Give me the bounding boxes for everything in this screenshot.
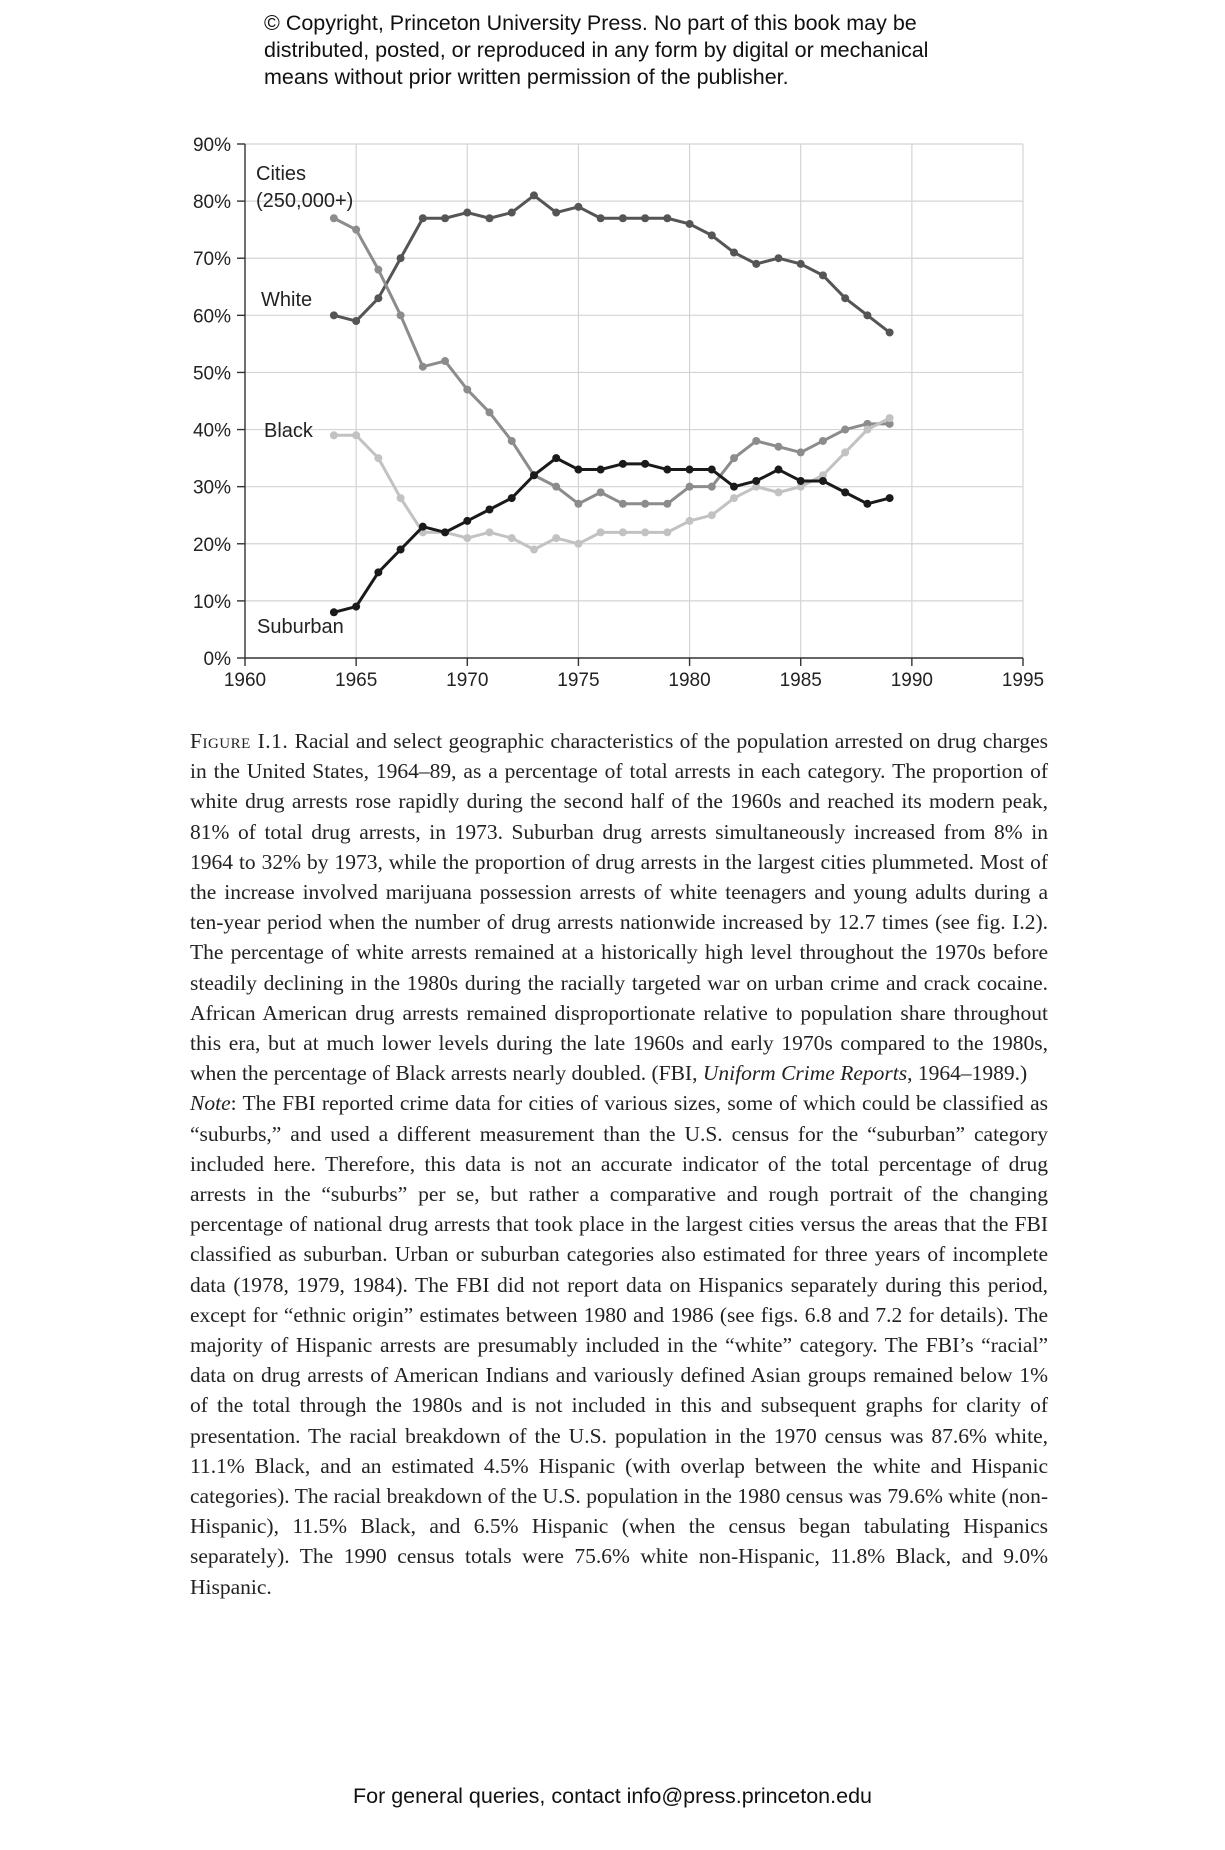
y-tick-label: 0%	[203, 649, 231, 670]
data-point-cities-250-000	[508, 437, 516, 445]
y-tick-label: 20%	[192, 534, 231, 556]
data-point-cities-250-000	[774, 443, 782, 451]
data-point-cities-250-000	[352, 226, 360, 234]
data-point-black	[708, 511, 716, 519]
data-point-white	[552, 209, 560, 217]
data-point-cities-250-000	[819, 437, 827, 445]
data-point-black	[774, 488, 782, 496]
data-point-cities-250-000	[708, 483, 716, 491]
note-paragraph	[190, 1088, 1048, 1601]
annotation-suburban: Suburban	[257, 616, 344, 638]
data-point-black	[574, 540, 582, 548]
y-tick-label: 10%	[192, 591, 231, 613]
x-tick-label: 1970	[446, 670, 489, 691]
data-point-suburban	[619, 460, 627, 468]
note-label: Note	[190, 1091, 231, 1116]
data-point-black	[863, 426, 871, 434]
y-tick-label: 80%	[192, 192, 231, 214]
x-tick-label: 1995	[1001, 670, 1045, 691]
data-point-suburban	[708, 466, 716, 474]
data-point-suburban	[530, 471, 538, 479]
data-point-white	[597, 214, 605, 222]
data-point-suburban	[419, 523, 427, 531]
data-point-black	[641, 528, 649, 536]
y-tick-label: 60%	[192, 306, 231, 328]
data-point-suburban	[663, 466, 671, 474]
data-point-cities-250-000	[686, 483, 694, 491]
data-point-cities-250-000	[619, 500, 627, 508]
line-chart	[0, 0, 1225, 720]
data-point-suburban	[863, 500, 871, 508]
caption-body: Racial and select geographic characteristics of the population arrested on drug charges in the United States, 1964–89, as a percentage of total arrests in each category. The proportion of white drug arrests rose rapidly during the second half of the 1960s and reached its modern peak, 81% of total drug arrests, in 1973. Suburban drug arrests simultaneously increased from 8% in 1964 to 32% by 1973, while the proportion of drug arrests in the largest cities plummeted. Most of the increase involved marijuana possession arrests of white teenagers and young adults during a ten-year period when the number of drug arrests nationwide increased by 12.7 times (see fig. I.2). The percentage of white arrests remained at a historically high level throughout the 1970s before steadily declining in the 1980s during the racially targeted war on urban crime and crack cocaine. African American drug arrests remained disproportionate relative to population share throughout this era, but at much lower levels during the late 1960s and early 1970s compared to the 1980s, when the percentage of Black arrests nearly doubled. (FBI,	[190, 729, 1048, 1086]
x-tick-label: 1985	[779, 670, 822, 691]
data-point-black	[663, 528, 671, 536]
data-point-cities-250-000	[730, 454, 738, 462]
data-point-white	[352, 317, 360, 325]
data-point-black	[508, 534, 516, 542]
data-point-suburban	[841, 488, 849, 496]
data-point-suburban	[397, 545, 405, 553]
data-point-white	[730, 249, 738, 257]
data-point-white	[886, 328, 894, 336]
data-point-white	[663, 214, 671, 222]
data-point-suburban	[552, 454, 560, 462]
data-point-suburban	[352, 603, 360, 611]
data-point-black	[374, 454, 382, 462]
data-point-cities-250-000	[641, 500, 649, 508]
data-point-cities-250-000	[486, 408, 494, 416]
data-point-cities-250-000	[441, 357, 449, 365]
data-point-white	[841, 294, 849, 302]
data-point-cities-250-000	[552, 483, 560, 491]
data-point-suburban	[797, 477, 805, 485]
chart-grid	[245, 144, 1023, 658]
data-point-white	[486, 214, 494, 222]
data-point-white	[641, 214, 649, 222]
data-point-black	[730, 494, 738, 502]
data-point-cities-250-000	[463, 386, 471, 394]
data-point-cities-250-000	[797, 448, 805, 456]
x-tick-label: 1980	[668, 670, 711, 691]
data-point-black	[330, 431, 338, 439]
data-point-white	[374, 294, 382, 302]
data-point-suburban	[774, 466, 782, 474]
copyright-line: means without prior written permission of the publisher.	[264, 65, 789, 89]
data-point-black	[486, 528, 494, 536]
data-point-black	[352, 431, 360, 439]
data-point-suburban	[819, 477, 827, 485]
data-point-cities-250-000	[397, 311, 405, 319]
copyright-line: © Copyright, Princeton University Press. No part of this book may be	[264, 11, 917, 35]
data-point-white	[819, 271, 827, 279]
data-point-cities-250-000	[374, 266, 382, 274]
data-point-white	[774, 254, 782, 262]
data-point-suburban	[641, 460, 649, 468]
data-point-black	[886, 414, 894, 422]
data-point-white	[419, 214, 427, 222]
data-point-cities-250-000	[752, 437, 760, 445]
data-point-white	[508, 209, 516, 217]
data-point-white	[619, 214, 627, 222]
y-tick-label: 90%	[192, 135, 231, 156]
data-point-black	[463, 534, 471, 542]
data-point-white	[708, 231, 716, 239]
y-tick-label: 30%	[192, 477, 231, 499]
data-point-black	[841, 448, 849, 456]
caption-source-title: Uniform Crime Reports	[702, 1061, 908, 1086]
data-point-suburban	[752, 477, 760, 485]
data-point-black	[619, 528, 627, 536]
data-point-white	[574, 203, 582, 211]
data-point-cities-250-000	[574, 500, 582, 508]
data-point-white	[397, 254, 405, 262]
series-line-white	[334, 195, 890, 332]
series-line-suburban	[334, 458, 890, 612]
data-point-black	[530, 545, 538, 553]
data-point-suburban	[441, 528, 449, 536]
data-point-cities-250-000	[663, 500, 671, 508]
data-point-suburban	[597, 466, 605, 474]
chart-annotations	[256, 163, 353, 638]
data-point-cities-250-000	[841, 426, 849, 434]
data-point-suburban	[508, 494, 516, 502]
figure-label: Figure I.1.	[190, 729, 289, 753]
data-point-suburban	[730, 483, 738, 491]
series-line-black	[334, 418, 890, 549]
copyright-line: distributed, posted, or reproduced in any form by digital or mechanical	[264, 38, 929, 62]
x-tick-label: 1965	[335, 670, 378, 691]
data-point-black	[552, 534, 560, 542]
data-point-suburban	[886, 494, 894, 502]
x-tick-label: 1990	[890, 670, 933, 691]
data-point-white	[441, 214, 449, 222]
figure-caption	[190, 726, 1048, 1602]
annotation-cities: Cities	[256, 163, 307, 185]
y-tick-label: 40%	[192, 420, 231, 442]
annotation-white: White	[261, 289, 313, 311]
caption-source-tail: , 1964–1989.)	[907, 1061, 1028, 1086]
data-point-white	[330, 311, 338, 319]
y-tick-label: 50%	[192, 363, 231, 385]
annotation-black: Black	[264, 420, 313, 442]
data-point-suburban	[374, 568, 382, 576]
data-point-white	[752, 260, 760, 268]
data-point-cities-250-000	[419, 363, 427, 371]
data-point-white	[797, 260, 805, 268]
series-line-cities-250-000	[334, 218, 890, 504]
data-point-white	[863, 311, 871, 319]
data-point-suburban	[686, 466, 694, 474]
data-point-black	[597, 528, 605, 536]
data-point-suburban	[574, 466, 582, 474]
y-tick-label: 70%	[192, 249, 231, 271]
caption-paragraph	[190, 726, 1048, 1088]
data-point-white	[530, 191, 538, 199]
chart-series	[330, 191, 894, 616]
contact-footer: For general queries, contact info@press.princeton.edu	[352, 1784, 872, 1808]
data-point-white	[463, 209, 471, 217]
data-point-cities-250-000	[330, 214, 338, 222]
data-point-cities-250-000	[597, 488, 605, 496]
data-point-black	[397, 494, 405, 502]
data-point-suburban	[463, 517, 471, 525]
note-body: : The FBI reported crime data for cities of various sizes, some of which could be classified as “suburbs,” and used a different measurement than the U.S. census for the “suburban” category included here. Therefore, this data is not an accurate indicator of the total percentage of drug arrests in the “suburbs” per se, but rather a comparative and rough portrait of the changing percentage of national drug arrests that took place in the largest cities versus the areas that the FBI classified as suburban. Urban or suburban categories also estimated for three years of incomplete data (1978, 1979, 1984). The FBI did not report data on Hispanics separately during this period, except for “ethnic origin” estimates between 1980 and 1986 (see figs. 6.8 and 7.2 for details). The majority of Hispanic arrests are presumably included in the “white” category. The FBI’s “racial” data on drug arrests of American Indians and variously defined Asian groups remained below 1% of the total through the 1980s and is not included in this and subsequent graphs for clarity of presentation. The racial breakdown of the U.S. population in the 1970 census was 87.6% white, 11.1% Black, and an estimated 4.5% Hispanic (with overlap between the white and Hispanic categories). The racial breakdown of the U.S. population in the 1980 census was 79.6% white (non-Hispanic), 11.5% Black, and 6.5% Hispanic (when the census began tabulating Hispanics separately). The 1990 census totals were 75.6% white non-Hispanic, 11.8% Black, and 9.0% Hispanic.	[190, 1091, 1048, 1599]
data-point-black	[686, 517, 694, 525]
data-point-white	[686, 220, 694, 228]
data-point-suburban	[486, 506, 494, 514]
annotation-cities-size: (250,000+)	[256, 190, 354, 212]
x-tick-label: 1975	[557, 670, 600, 691]
x-tick-label: 1960	[223, 670, 267, 691]
